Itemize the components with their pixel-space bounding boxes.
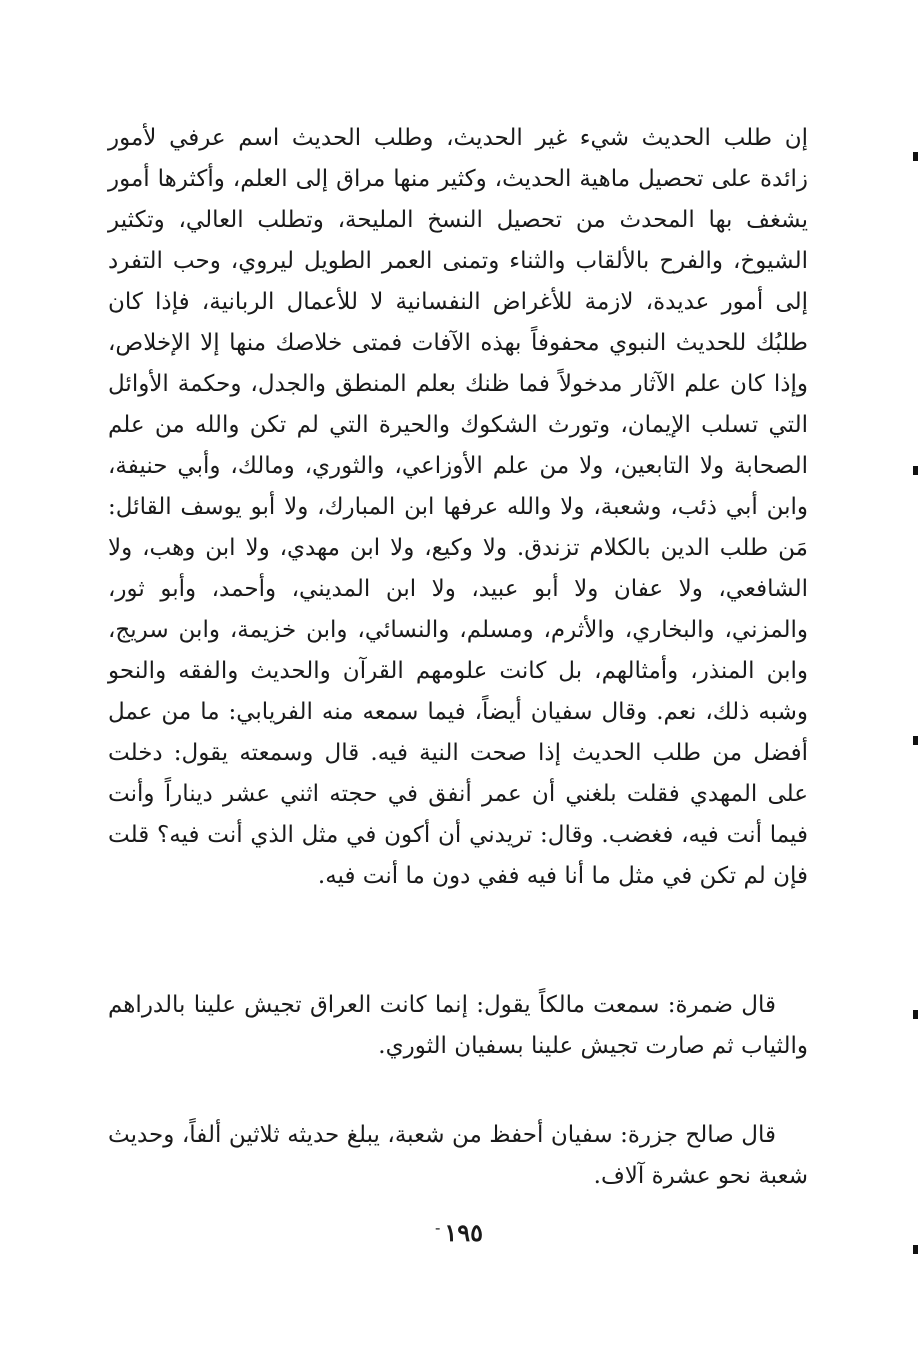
scan-edge-mark [913, 1010, 918, 1019]
page-number-dash: - [434, 1218, 441, 1237]
damra-paragraph: قال ضمرة: سمعت مالكاً يقول: إنما كانت العراق تجيش علينا بالدراهم والثياب ثم صارت تجيش علينا بسفيان الثوري. [108, 992, 808, 1059]
salih-jazara-paragraph-block [108, 1115, 808, 1197]
main-paragraph-block [108, 118, 808, 897]
scan-edge-mark [913, 736, 918, 745]
main-paragraph: إن طلب الحديث شيء غير الحديث، وطلب الحديث اسم عرفي لأمور زائدة على تحصيل ماهية الحديث، وكثير منها مراق إلى العلم، وأكثرها أمور يشغف بها المحدث من تحصيل النسخ المليحة، وتطلب العالي، وتكثير الشيوخ، والفرح بالألقاب والثناء وتمنى العمر الطويل ليروي، وحب التفرد إلى أمور عديدة، لازمة للأغراض النفسانية لا للأعمال الربانية، فإذا كان طلبُك للحديث النبوي محفوفاً بهذه الآفات فمتى خلاصك منها إلا الإخلاص، وإذا كان علم الآثار مدخولاً فما ظنك بعلم المنطق والجدل، وحكمة الأوائل التي تسلب الإيمان، وتورث الشكوك والحيرة التي لم تكن والله من علم الصحابة ولا التابعين، ولا من علم الأوزاعي، والثوري، ومالك، وأبي حنيفة، وابن أبي ذئب، وشعبة، ولا والله عرفها ابن المبارك، ولا أبو يوسف القائل: مَن طلب الدين بالكلام تزندق. ولا وكيع، ولا ابن مهدي، ولا ابن وهب، ولا الشافعي، ولا عفان ولا أبو عبيد، ولا ابن المديني، وأحمد، وأبو ثور، والمزني، والبخاري، والأثرم، ومسلم، والنسائي، وابن خزيمة، وابن سريج، وابن المنذر، وأمثالهم، بل كانت علومهم القرآن والحديث والفقه والنحو وشبه ذلك، نعم. وقال سفيان أيضاً، فيما سمعه منه الفريابي: ما من عمل أفضل من طلب الحديث إذا صحت النية فيه. قال وسمعته يقول: دخلت على المهدي فقلت بلغني أن عمر أنفق في حجته اثني عشر ديناراً وأنت فيما أنت فيه، فغضب. وقال: تريدني أن أكون في مثل الذي أنت فيه؟ قلت فإن لم تكن في مثل ما أنا فيه ففي دون ما أنت فيه. [108, 125, 808, 889]
scan-edge-mark [913, 152, 918, 161]
salih-jazara-paragraph: قال صالح جزرة: سفيان أحفظ من شعبة، يبلغ حديثه ثلاثين ألفاً، وحديث شعبة نحو عشرة آلاف. [108, 1122, 808, 1189]
scan-edge-mark [913, 1245, 918, 1254]
scan-edge-mark [913, 466, 918, 475]
page-number-value: ١٩٥ [444, 1218, 484, 1247]
page-number [0, 1218, 918, 1247]
damra-paragraph-block [108, 985, 808, 1067]
